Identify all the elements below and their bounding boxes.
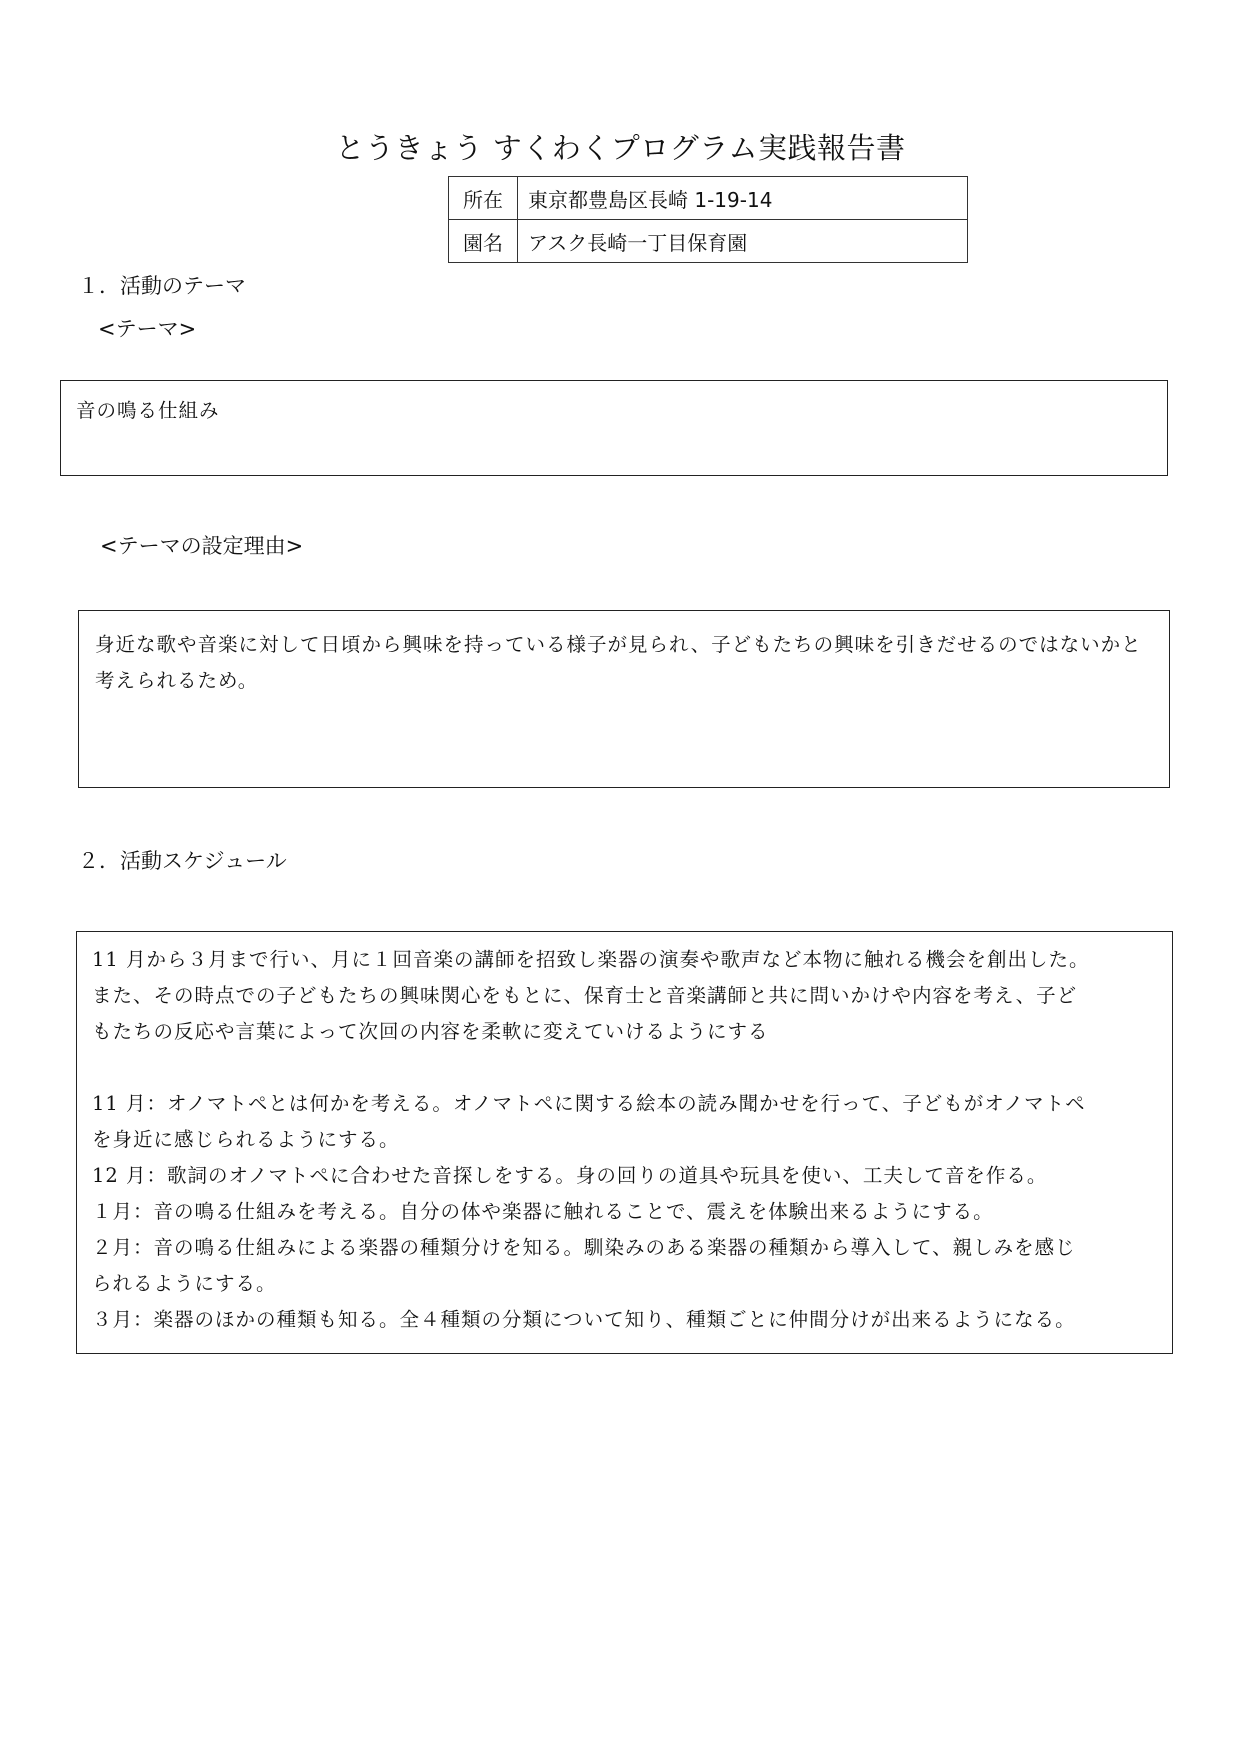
section1-heading: １．活動のテーマ <box>78 274 246 298</box>
reason-box <box>78 610 1170 788</box>
schedule-line: ３月：楽器のほかの種類も知る。全４種類の分類について知り、種類ごとに仲間分けが出来るようになる。 <box>92 1308 1076 1331</box>
name-value: アスク長崎一丁目保育園 <box>518 220 968 263</box>
info-row-name <box>449 220 968 263</box>
schedule-line: 11 月：オノマトペとは何かを考える。オノマトペに関する絵本の読み聞かせを行って、子どもがオノマトペ <box>92 1092 1086 1115</box>
schedule-line: １月：音の鳴る仕組みを考える。自分の体や楽器に触れることで、震えを体験出来るようにする。 <box>92 1200 994 1223</box>
schedule-line: 11 月から３月まで行い、月に１回音楽の講師を招致し楽器の演奏や歌声など本物に触れる機会を創出した。 <box>92 948 1090 971</box>
page-title: とうきょう すくわくプログラム実践報告書 <box>335 131 906 165</box>
theme-label: <テーマ> <box>98 317 197 341</box>
theme-box <box>60 380 1168 476</box>
section2-heading: ２．活動スケジュール <box>78 849 287 873</box>
schedule-line: を身近に感じられるようにする。 <box>92 1128 400 1151</box>
location-label: 所在 <box>449 177 518 220</box>
reason-label: <テーマの設定理由> <box>100 534 304 558</box>
name-label: 園名 <box>449 220 518 263</box>
schedule-line: ２月：音の鳴る仕組みによる楽器の種類分けを知る。馴染みのある楽器の種類から導入して、親しみを感じ <box>92 1236 1076 1259</box>
location-value: 東京都豊島区長崎 1-19-14 <box>518 177 968 220</box>
schedule-box <box>76 931 1173 1354</box>
schedule-line: られるようにする。 <box>92 1272 277 1295</box>
schedule-line: もたちの反応や言葉によって次回の内容を柔軟に変えていけるようにする <box>92 1020 769 1043</box>
theme-text: 音の鳴る仕組み <box>76 399 220 422</box>
schedule-line: 12 月：歌詞のオノマトペに合わせた音探しをする。身の回りの道具や玩具を使い、工夫して音を作る。 <box>92 1164 1048 1187</box>
blank-line <box>92 1050 1157 1086</box>
info-table <box>448 176 968 263</box>
schedule-line: また、その時点での子どもたちの興味関心をもとに、保育士と音楽講師と共に問いかけや内容を考え、子ど <box>92 984 1078 1007</box>
info-row-location <box>449 177 968 220</box>
reason-text: 身近な歌や音楽に対して日頃から興味を持っている様子が見られ、子どもたちの興味を引きだせるのではないかと考えられるため。 <box>95 633 1142 692</box>
